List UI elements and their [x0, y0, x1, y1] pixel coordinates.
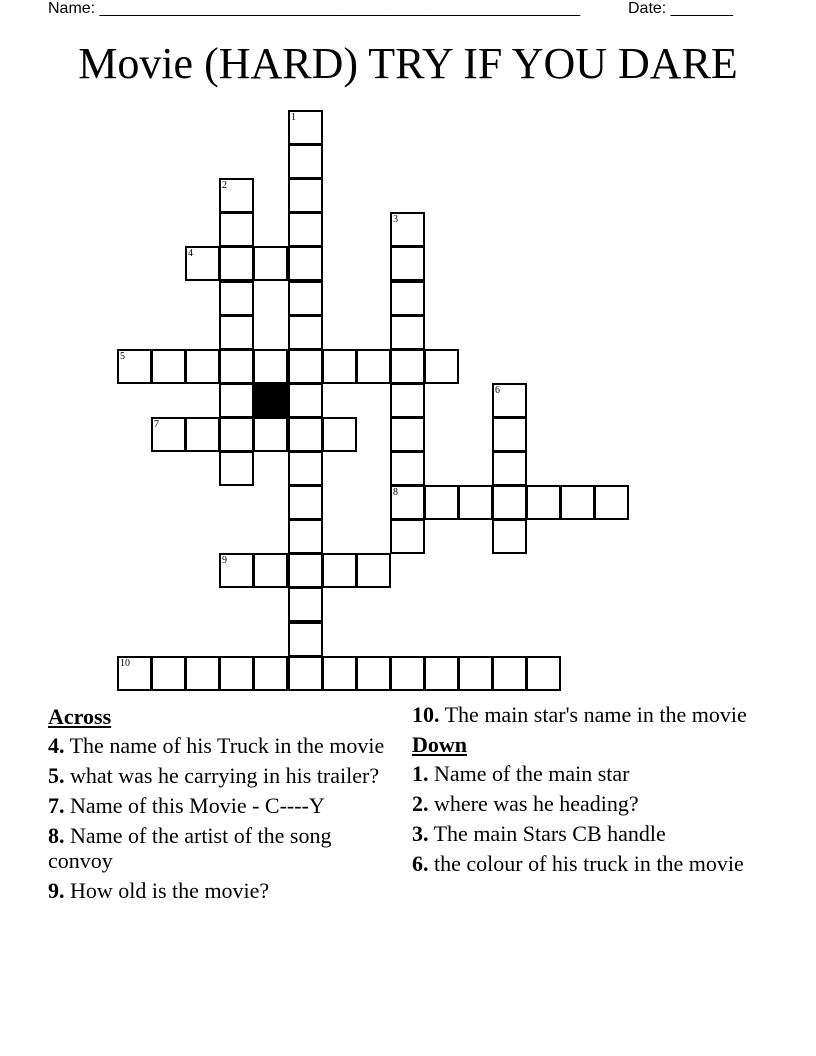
crossword-cell[interactable]	[219, 212, 254, 247]
cell-number: 4	[188, 248, 193, 259]
clues-left-column	[48, 702, 388, 908]
clue-text: The name of his Truck in the movie	[69, 733, 385, 758]
cell-number: 8	[393, 487, 398, 498]
crossword-cell[interactable]	[288, 519, 323, 554]
crossword-cell[interactable]	[219, 656, 254, 691]
crossword-cell[interactable]	[253, 656, 288, 691]
clue-text: The main Stars CB handle	[433, 821, 666, 846]
crossword-cell[interactable]	[253, 417, 288, 452]
crossword-cell[interactable]	[185, 349, 220, 384]
crossword-cell[interactable]	[288, 451, 323, 486]
clue-across-5	[48, 763, 388, 788]
crossword-cell[interactable]	[151, 349, 186, 384]
crossword-cell[interactable]	[492, 417, 527, 452]
crossword-cell[interactable]	[492, 519, 527, 554]
crossword-cell[interactable]	[219, 281, 254, 316]
crossword-cell[interactable]	[492, 485, 527, 520]
crossword-cell[interactable]	[492, 451, 527, 486]
clue-across-8	[48, 823, 388, 873]
down-heading: Down	[412, 732, 468, 757]
crossword-cell[interactable]	[390, 281, 425, 316]
crossword-cell[interactable]	[288, 587, 323, 622]
crossword-cell[interactable]	[288, 281, 323, 316]
crossword-cell[interactable]	[288, 553, 323, 588]
crossword-cell[interactable]	[219, 417, 254, 452]
date-field[interactable]: Date: _______	[628, 0, 733, 17]
clue-text: what was he carrying in his trailer?	[70, 763, 380, 788]
crossword-cell[interactable]	[117, 349, 152, 384]
crossword-cell[interactable]	[219, 383, 254, 418]
crossword-cell[interactable]	[390, 485, 425, 520]
crossword-cell[interactable]	[117, 656, 152, 691]
crossword-cell[interactable]	[151, 656, 186, 691]
name-field[interactable]: Name: ______________________________________________________	[48, 0, 581, 17]
crossword-cell[interactable]	[560, 485, 595, 520]
crossword-cell[interactable]	[424, 485, 459, 520]
crossword-cell[interactable]	[458, 485, 493, 520]
crossword-cell[interactable]	[390, 349, 425, 384]
crossword-cell[interactable]	[253, 246, 288, 281]
crossword-cell[interactable]	[288, 485, 323, 520]
crossword-cell[interactable]	[390, 656, 425, 691]
crossword-cell[interactable]	[288, 178, 323, 213]
clue-text: Name of the main star	[434, 761, 630, 786]
crossword-cell[interactable]	[288, 656, 323, 691]
crossword-cell[interactable]	[219, 178, 254, 213]
cell-number: 3	[393, 214, 398, 225]
crossword-cell[interactable]	[322, 349, 357, 384]
crossword-cell[interactable]	[185, 246, 220, 281]
crossword-cell[interactable]	[390, 417, 425, 452]
crossword-cell[interactable]	[322, 656, 357, 691]
clue-across-10	[412, 702, 772, 727]
crossword-cell[interactable]	[594, 485, 629, 520]
clue-number: 2.	[412, 791, 429, 816]
clue-number: 4.	[48, 733, 65, 758]
clue-across-4	[48, 733, 388, 758]
crossword-cell[interactable]	[492, 656, 527, 691]
crossword-cell[interactable]	[390, 212, 425, 247]
crossword-cell[interactable]	[253, 349, 288, 384]
crossword-cell[interactable]	[390, 246, 425, 281]
crossword-cell[interactable]	[288, 246, 323, 281]
crossword-cell[interactable]	[185, 417, 220, 452]
page-title: Movie (HARD) TRY IF YOU DARE	[78, 39, 738, 88]
crossword-cell[interactable]	[288, 144, 323, 179]
cell-number: 2	[222, 180, 227, 191]
clue-number: 5.	[48, 763, 65, 788]
crossword-cell[interactable]	[424, 656, 459, 691]
crossword-cell[interactable]	[288, 110, 323, 145]
crossword-cell[interactable]	[390, 383, 425, 418]
crossword-cell[interactable]	[288, 383, 323, 418]
clue-number: 9.	[48, 878, 65, 903]
clue-text: Name of the artist of the song convoy	[48, 823, 332, 873]
crossword-cell[interactable]	[492, 383, 527, 418]
across-heading: Across	[48, 704, 112, 729]
clue-number: 6.	[412, 851, 429, 876]
clue-text: The main star's name in the movie	[444, 702, 747, 727]
crossword-cell[interactable]	[458, 656, 493, 691]
crossword-cell[interactable]	[185, 656, 220, 691]
clue-number: 8.	[48, 823, 65, 848]
crossword-cell[interactable]	[356, 349, 391, 384]
crossword-cell[interactable]	[356, 553, 391, 588]
crossword-cell[interactable]	[356, 656, 391, 691]
crossword-cell[interactable]	[390, 315, 425, 350]
cell-number: 9	[222, 555, 227, 566]
crossword-cell[interactable]	[288, 417, 323, 452]
cell-number: 6	[495, 385, 500, 396]
crossword-cell[interactable]	[219, 349, 254, 384]
crossword-cell[interactable]	[219, 553, 254, 588]
crossword-cell[interactable]	[424, 349, 459, 384]
clue-number: 7.	[48, 793, 65, 818]
clue-down-1	[412, 761, 772, 786]
crossword-cell[interactable]	[288, 212, 323, 247]
clue-down-3	[412, 821, 772, 846]
clue-text: the colour of his truck in the movie	[434, 851, 744, 876]
clue-text: How old is the movie?	[70, 878, 270, 903]
clue-text: Name of this Movie - C----Y	[70, 793, 325, 818]
crossword-cell[interactable]	[322, 417, 357, 452]
cell-number: 10	[120, 658, 130, 669]
crossword-cell[interactable]	[219, 246, 254, 281]
clue-number: 10.	[412, 702, 440, 727]
clue-across-7	[48, 793, 388, 818]
crossword-cell[interactable]	[288, 315, 323, 350]
crossword-cell[interactable]	[219, 315, 254, 350]
crossword-cell[interactable]	[526, 656, 561, 691]
crossword-cell[interactable]	[288, 349, 323, 384]
clue-text: where was he heading?	[434, 791, 639, 816]
clue-down-6	[412, 851, 772, 876]
cell-number: 5	[120, 351, 125, 362]
clue-across-9	[48, 878, 388, 903]
cell-number: 1	[291, 112, 296, 123]
crossword-cell[interactable]	[151, 417, 186, 452]
clue-number: 3.	[412, 821, 429, 846]
clue-down-2	[412, 791, 772, 816]
clue-number: 1.	[412, 761, 429, 786]
crossword-cell[interactable]	[288, 622, 323, 657]
crossword-cell[interactable]	[390, 451, 425, 486]
crossword-cell[interactable]	[253, 553, 288, 588]
crossword-black-cell	[253, 383, 288, 418]
crossword-cell[interactable]	[526, 485, 561, 520]
crossword-cell[interactable]	[322, 553, 357, 588]
cell-number: 7	[154, 419, 159, 430]
crossword-cell[interactable]	[219, 451, 254, 486]
clues-right-column	[412, 702, 772, 881]
crossword-cell[interactable]	[390, 519, 425, 554]
